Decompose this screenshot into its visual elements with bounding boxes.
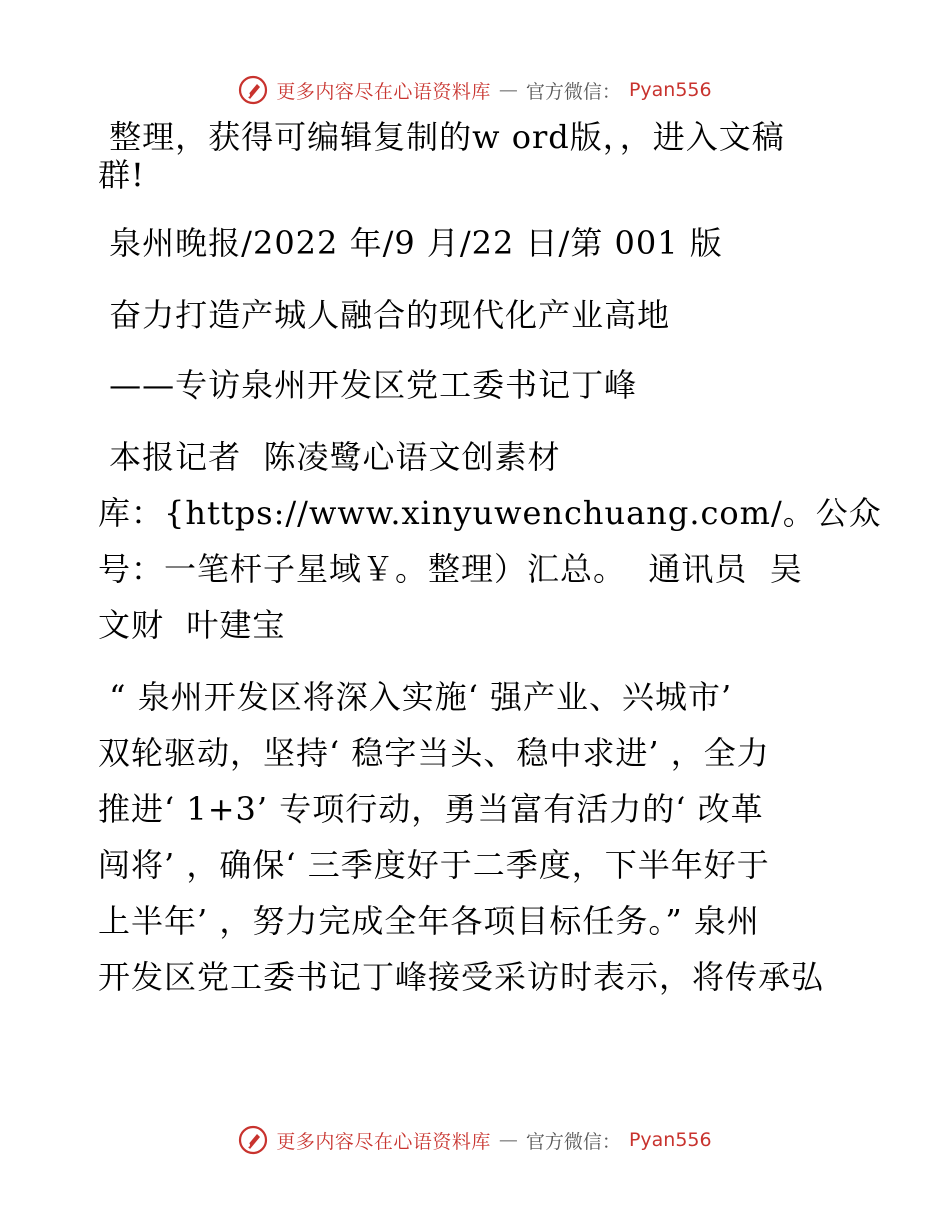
banner-text: 更多内容尽在心语资料库 — [276, 1130, 491, 1153]
pen-logo-icon — [238, 1125, 268, 1155]
byline: 本报记者 陈凌鹭心语文创素材 — [98, 438, 561, 476]
paragraph-line: 推进‘ 1+3’ 专项行动，勇当富有活力的‘ 改革 — [98, 790, 764, 828]
article-source-line: 泉州晚报/2022 年/9 月/22 日/第 001 版 — [98, 224, 723, 262]
banner-wechat-id: Pyan556 — [628, 79, 712, 101]
paragraph-line: 闯将’ ，确保‘ 三季度好于二季度，下半年好于 — [98, 846, 770, 884]
banner-separator: — — [498, 1129, 518, 1151]
paragraph-line: 上半年’ ，努力完成全年各项目标任务。” 泉州 — [98, 902, 760, 940]
paragraph-line: “ 泉州开发区将深入实施‘ 强产业、兴城市’ — [98, 678, 733, 716]
footer-banner — [0, 1122, 950, 1158]
banner-label: 官方微信： — [525, 1130, 621, 1153]
paragraph-line: 双轮驱动，坚持‘ 稳字当头、稳中求进’ ，全力 — [98, 734, 770, 772]
banner-wechat-id: Pyan556 — [628, 1129, 712, 1151]
article-subheadline: ——专访泉州开发区党工委书记丁峰 — [98, 366, 638, 404]
banner-label: 官方微信： — [525, 80, 621, 103]
header-banner — [0, 72, 950, 108]
article-headline: 奋力打造产城人融合的现代化产业高地 — [98, 296, 671, 334]
byline: 库：{https://www.xinyuwenchuang.com/。公众 — [98, 494, 882, 532]
text-line: 群! — [98, 156, 145, 194]
byline: 文财 叶建宝 — [98, 606, 286, 644]
banner-text: 更多内容尽在心语资料库 — [276, 80, 491, 103]
byline: 号：一笔杆子星域￥。整理）汇总。 通讯员 吴 — [98, 550, 803, 588]
banner-separator: — — [498, 79, 518, 101]
text-line: 整理，获得可编辑复制的w ord版，，进入文稿 — [98, 118, 785, 156]
document-body — [98, 118, 882, 996]
paragraph-line: 开发区党工委书记丁峰接受采访时表示，将传承弘 — [98, 958, 825, 996]
pen-logo-icon — [238, 75, 268, 105]
